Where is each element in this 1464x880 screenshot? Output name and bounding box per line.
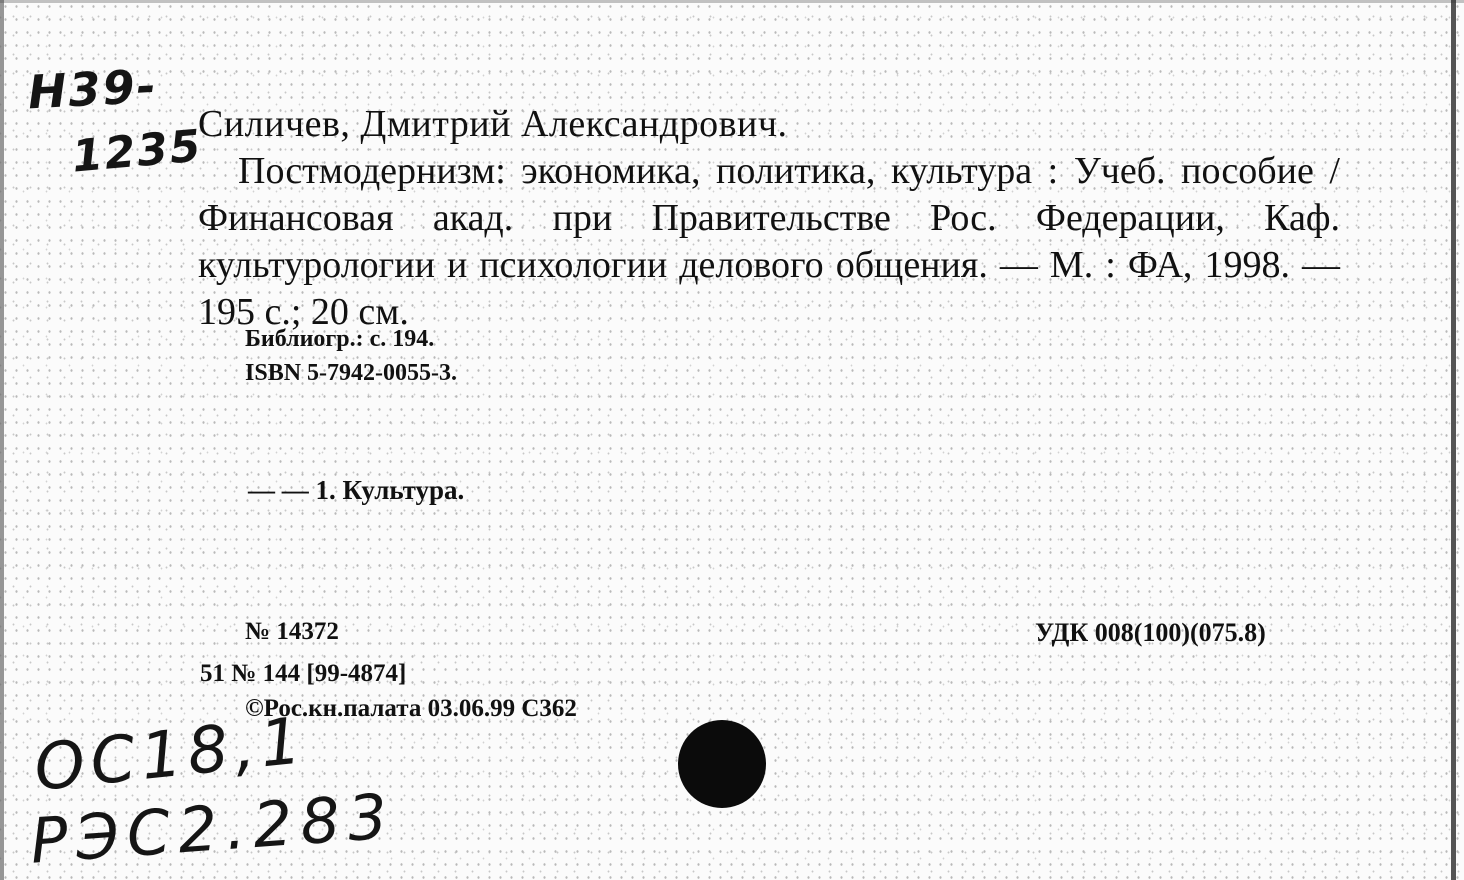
call-number-line-1: Н39-: [26, 58, 159, 120]
punch-hole-icon: [678, 720, 766, 808]
udc-code: УДК 008(100)(075.8): [1035, 618, 1266, 647]
subject-tracing: — — 1. Культура.: [248, 475, 465, 505]
call-number-line-2: 1235: [70, 120, 205, 183]
bibliography-note: Библиогр.: с. 194.: [245, 326, 435, 352]
card-right-edge: [1451, 0, 1456, 880]
copyright-line: ©Рос.кн.палата 03.06.99 С362: [245, 695, 577, 722]
bibliographic-description: Постмодернизм: экономика, политика, культура : Учеб. пособие / Финансовая акад. при Правительстве Рос. Федерации, Каф. культурологии и психологии делового общения. — М. : ФА, 1998. — 195 с.; 20 см.: [198, 150, 1340, 333]
card-top-edge: [0, 0, 1464, 3]
author-heading: Силичев, Дмитрий Александрович.: [198, 103, 788, 145]
isbn-note: ISBN 5-7942-0055-3.: [245, 360, 458, 386]
series-line: 51 № 144 [99-4874]: [200, 660, 407, 687]
card-left-edge: [0, 0, 4, 880]
handwritten-code-line-2: РЭС2.283: [27, 779, 398, 878]
handwritten-code-line-1: ОС18,1: [30, 703, 311, 807]
accession-number: № 14372: [245, 618, 339, 645]
